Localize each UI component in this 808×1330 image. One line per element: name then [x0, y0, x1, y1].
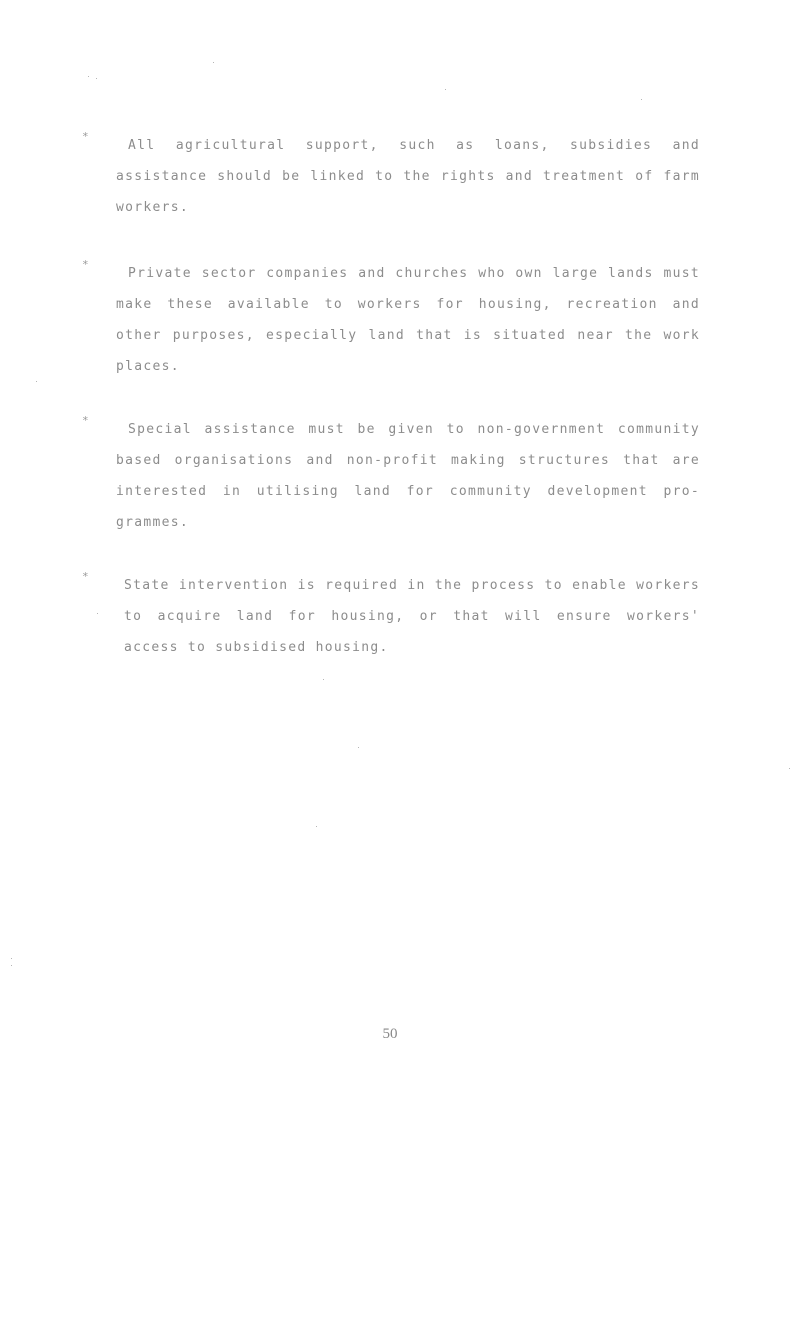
list-item-text: All agricultural support, such as loans, subsidies and assistance should be linked to the rights and treatment of farm workers.: [116, 138, 700, 215]
bullet-marker: *: [82, 414, 89, 427]
bullet-marker: *: [82, 130, 89, 143]
scan-speck: [358, 747, 359, 748]
scan-speck: [97, 613, 98, 614]
scan-speck: [213, 62, 214, 63]
scan-speck: [36, 381, 37, 382]
list-item-text: State intervention is required in the process to enable workers to acquire land for housing, or that will ensure workers' access to subsidised housing.: [124, 578, 700, 655]
scan-speck: [323, 679, 324, 680]
bullet-marker: *: [82, 570, 89, 583]
page-number: 50: [382, 1026, 398, 1042]
scan-speck: [96, 78, 97, 79]
scan-speck: [11, 958, 12, 959]
scan-speck: [11, 965, 12, 966]
bullet-marker: *: [82, 258, 89, 271]
scan-speck: [445, 89, 446, 90]
scan-speck: [316, 826, 317, 827]
scan-speck: [789, 768, 790, 769]
scan-speck: [88, 76, 89, 77]
list-item-text: Special assistance must be given to non-government community based organisations and non-profit making structures that are interested in utilising land for community development pro-grammes.: [116, 422, 700, 530]
scan-speck: [641, 99, 642, 100]
list-item-text: Private sector companies and churches who own large lands must make these available to workers for housing, recreation and other purposes, especially land that is situated near the work places.: [116, 266, 700, 374]
